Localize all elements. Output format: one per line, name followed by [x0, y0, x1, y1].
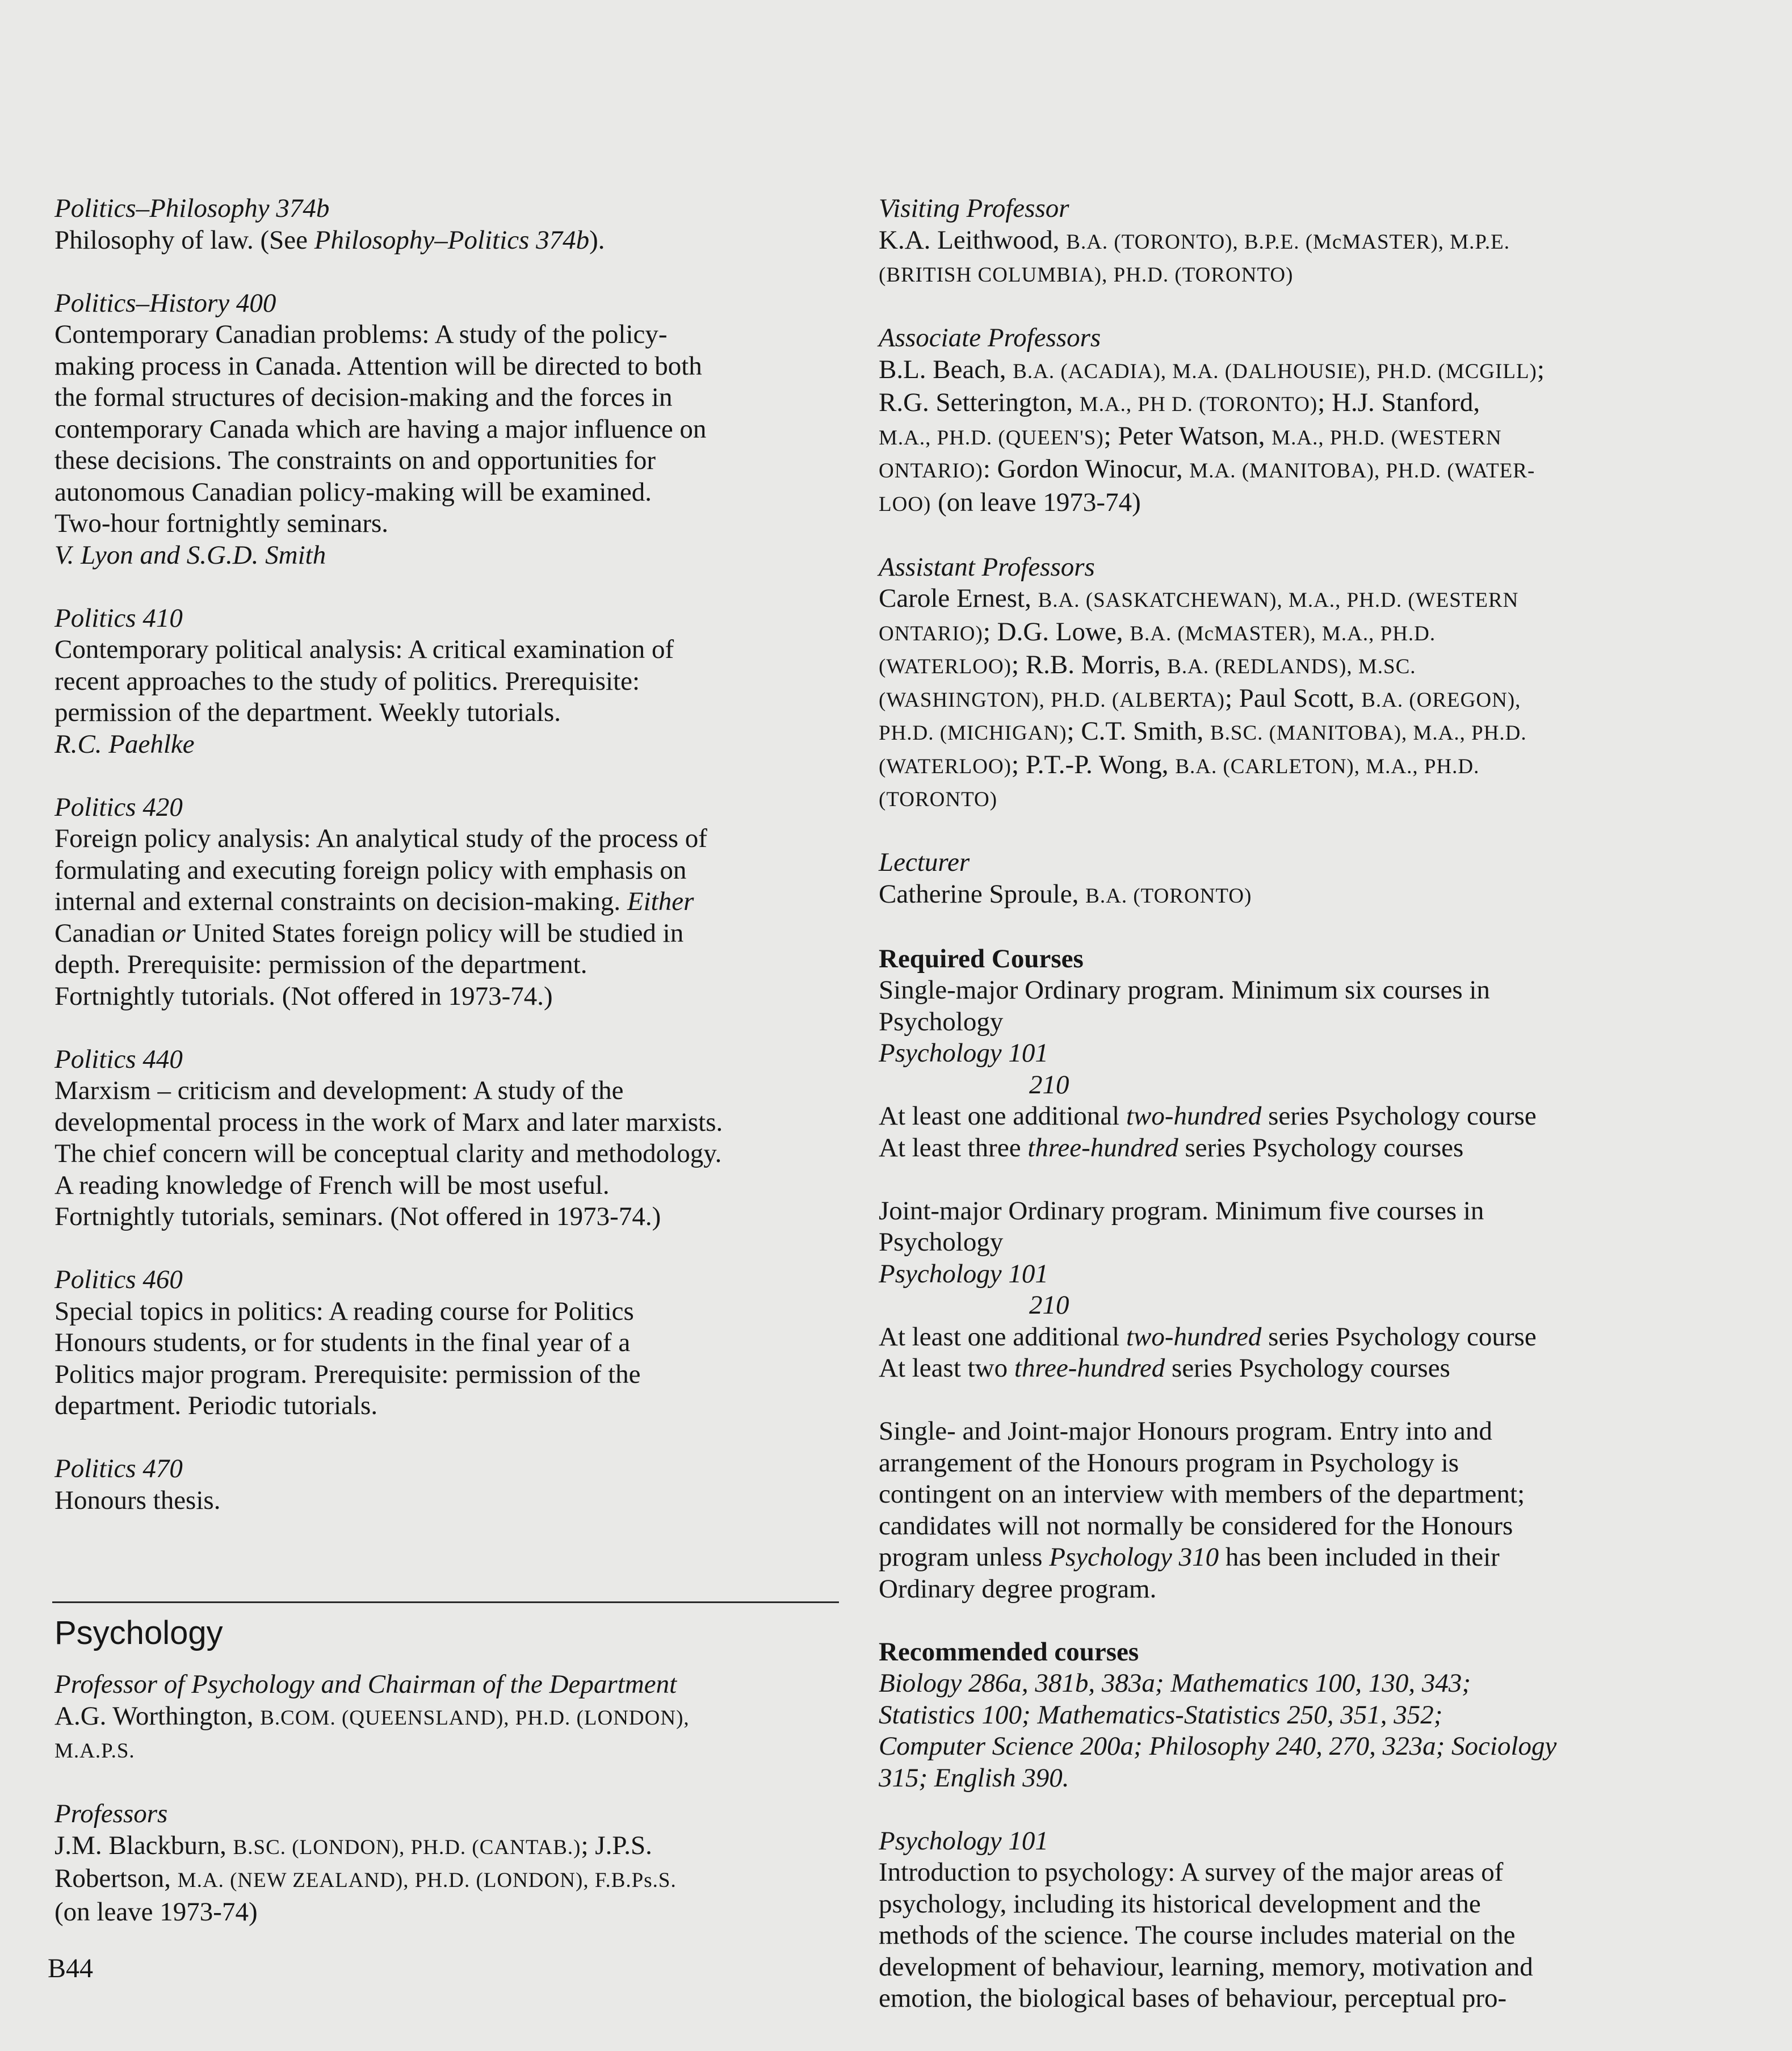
entry-heading: Assistant Professors [879, 552, 1095, 582]
text-run: Catherine Sproule, [879, 879, 1086, 909]
psychology-faculty [54, 1669, 849, 1960]
text-line [879, 1101, 1764, 1133]
text-line [879, 487, 1764, 521]
text-run: emotion, the biological bases of behaviour, perceptual pro- [879, 1983, 1507, 2013]
text-run: (WATERLOO) [879, 655, 1012, 678]
text-line [54, 1734, 849, 1767]
text-line [54, 855, 849, 887]
text-run: two-hundred [1126, 1322, 1262, 1352]
text-run: (on leave 1973-74) [54, 1897, 258, 1927]
course-entry [54, 1044, 849, 1233]
entry-heading: Required Courses [879, 943, 1084, 974]
text-run: series Psychology course [1261, 1322, 1537, 1352]
entry-heading: Visiting Professor [879, 194, 1069, 223]
text-run: psychology, including its historical development and the [879, 1889, 1481, 1919]
text-run: three-hundred [1014, 1353, 1165, 1383]
text-run: V. Lyon and S.G.D. Smith [54, 540, 326, 570]
text-line [54, 1359, 849, 1391]
text-line [879, 1196, 1764, 1227]
text-run: J.M. Blackburn, [54, 1830, 233, 1860]
text-line [54, 634, 849, 666]
text-run: ONTARIO) [879, 459, 983, 483]
text-line [54, 477, 849, 509]
text-run: permission of the department. Weekly tutorials. [54, 698, 561, 727]
entry-heading: Psychology 101 [879, 1826, 1048, 1856]
text-line [879, 1542, 1764, 1574]
text-line [54, 1863, 849, 1897]
text-line [879, 1290, 1764, 1322]
text-run: Joint-major Ordinary program. Minimum five courses in [879, 1196, 1484, 1226]
text-run: B.A. (SASKATCHEWAN), M.A., PH.D. (WESTERN [1038, 589, 1519, 612]
text-run: At least one additional [879, 1322, 1126, 1352]
text-line [54, 382, 849, 414]
text-run: Psychology 101 [879, 1259, 1048, 1289]
entry-heading: Politics–History 400 [54, 288, 276, 318]
text-line [54, 981, 849, 1013]
text-run: arrangement of the Honours program in Psychology is [879, 1448, 1459, 1478]
text-run: making process in Canada. Attention will be directed to both [54, 351, 702, 381]
text-run: B.A. (ACADIA), M.A. (DALHOUSIE), PH.D. (MCGILL) [1013, 359, 1537, 383]
text-run: Either [627, 887, 694, 916]
entry-heading: Professors [54, 1799, 168, 1828]
text-run: ). [589, 225, 605, 255]
text-run: program unless [879, 1542, 1050, 1572]
right-column [879, 193, 1764, 2046]
text-run: methods of the science. The course includes material on the [879, 1920, 1516, 1950]
text-run: Single-major Ordinary program. Minimum six courses in [879, 975, 1490, 1005]
text-line [879, 1763, 1764, 1794]
text-line [54, 508, 849, 540]
text-line [879, 616, 1764, 650]
text-run: Introduction to psychology: A survey of the major areas of [879, 1857, 1504, 1887]
text-line [54, 1390, 849, 1422]
text-run: Robertson, [54, 1864, 178, 1893]
text-line [54, 1897, 849, 1928]
text-line [879, 1889, 1764, 1920]
text-run: M.A., PH.D. (QUEEN'S) [879, 426, 1104, 450]
text-line [879, 1069, 1764, 1101]
text-run: formulating and executing foreign policy with emphasis on [54, 855, 687, 885]
text-line [54, 1075, 849, 1107]
text-run: PH.D. (MICHIGAN) [879, 722, 1067, 745]
text-run: Psychology 101 [879, 1038, 1048, 1068]
entry-heading: Politics–Philosophy 374b [54, 194, 330, 223]
text-run: : Gordon Winocur, [983, 454, 1190, 484]
text-run: (WASHINGTON), PH.D. (ALBERTA) [879, 688, 1225, 712]
entry-heading: Associate Professors [879, 323, 1101, 353]
text-run: Special topics in politics: A reading course for Politics [54, 1296, 634, 1326]
text-line [54, 1830, 849, 1864]
text-run: 210 [1029, 1290, 1069, 1320]
text-run: M.A.P.S. [54, 1739, 135, 1763]
text-line [54, 319, 849, 351]
text-line [54, 225, 849, 257]
text-run: Ordinary degree program. [879, 1574, 1157, 1604]
text-run: ; D.G. Lowe, [983, 616, 1130, 647]
text-run: ; C.T. Smith, [1067, 716, 1210, 746]
text-run: Contemporary political analysis: A critical examination of [54, 635, 674, 664]
text-line [54, 1170, 849, 1202]
text-run: Philosophy–Politics 374b [314, 225, 590, 255]
text-run: A.G. Worthington, [54, 1701, 261, 1731]
course-entry [54, 1669, 849, 1767]
course-entry [54, 193, 849, 256]
text-run: series Psychology course [1261, 1101, 1537, 1131]
text-line [879, 1006, 1764, 1038]
text-run: B.L. Beach, [879, 354, 1013, 384]
text-run: ; Paul Scott, [1224, 683, 1362, 713]
text-run: Foreign policy analysis: An analytical study of the process of [54, 824, 707, 853]
text-run: (WATERLOO) [879, 754, 1012, 778]
text-line [54, 918, 849, 950]
text-run: 315; English 390. [879, 1763, 1069, 1793]
text-line [879, 1416, 1764, 1448]
text-run: ; R.B. Morris, [1012, 650, 1168, 680]
text-run: ONTARIO) [879, 622, 983, 645]
text-run: At least three [879, 1133, 1028, 1163]
text-run: two-hundred [1126, 1101, 1262, 1131]
text-run: B.SC. (LONDON), PH.D. (CANTAB.) [233, 1835, 581, 1859]
text-line [879, 1857, 1764, 1889]
text-run: Psychology [879, 1006, 1004, 1037]
course-entry [879, 1637, 1764, 1794]
text-run: autonomous Canadian policy-making will be examined. [54, 477, 652, 507]
text-run: has been included in their [1219, 1542, 1500, 1572]
text-line [879, 1511, 1764, 1542]
entry-heading: Professor of Psychology and Chairman of the Department [54, 1670, 677, 1699]
text-line [54, 823, 849, 855]
course-entry [879, 193, 1764, 291]
text-run: B.A. (TORONTO) [1085, 884, 1252, 908]
entry-heading: Lecturer [879, 848, 970, 877]
text-line [879, 683, 1764, 716]
text-run: depth. Prerequisite: permission of the department. [54, 950, 587, 979]
text-run: B.COM. (QUEENSLAND), PH.D. (LONDON), [260, 1706, 690, 1730]
text-run: M.A. (NEW ZEALAND), PH.D. (LONDON), F.B.Ps.S. [177, 1869, 677, 1892]
text-run: The chief concern will be conceptual clarity and methodology. [54, 1139, 722, 1168]
text-line [879, 421, 1764, 454]
text-line [54, 949, 849, 981]
text-line [879, 1227, 1764, 1259]
text-line [879, 1700, 1764, 1731]
text-line [54, 445, 849, 477]
text-run: developmental process in the work of Marx and later marxists. [54, 1107, 723, 1137]
text-run: department. Periodic tutorials. [54, 1391, 378, 1420]
text-line [879, 1448, 1764, 1479]
page-number: B44 [48, 1953, 94, 1983]
text-run: Computer Science 200a; Philosophy 240, 270, 323a; Sociology [879, 1731, 1557, 1761]
text-line [879, 1133, 1764, 1164]
text-line [879, 1259, 1764, 1290]
text-run: Biology 286a, 381b, 383a; Mathematics 100, 130, 343; [879, 1668, 1471, 1698]
text-line [54, 666, 849, 698]
text-run: M.A. (MANITOBA), PH.D. (WATER- [1189, 459, 1535, 483]
text-run: Contemporary Canadian problems: A study of the policy- [54, 320, 668, 349]
course-entry [879, 1416, 1764, 1605]
text-run: or [162, 918, 186, 948]
text-run: contemporary Canada which are having a major influence on [54, 414, 707, 444]
text-run: Psychology 310 [1049, 1542, 1219, 1572]
text-run: internal and external constraints on decision-making. [54, 887, 627, 916]
course-entry [54, 603, 849, 761]
text-run: Fortnightly tutorials. (Not offered in 1973-74.) [54, 981, 553, 1011]
text-run: Two-hour fortnightly seminars. [54, 509, 389, 538]
left-column [54, 193, 849, 1548]
text-line [879, 1038, 1764, 1069]
text-run: Politics major program. Prerequisite: permission of the [54, 1359, 641, 1389]
text-run: A reading knowledge of French will be most useful. [54, 1170, 610, 1200]
entry-heading: Recommended courses [879, 1637, 1139, 1667]
text-run: Canadian [54, 918, 162, 948]
course-entry [879, 552, 1764, 816]
course-entry [54, 792, 849, 1013]
text-line [879, 1353, 1764, 1385]
text-line [879, 225, 1764, 258]
text-run: Statistics 100; Mathematics-Statistics 250, 351, 352; [879, 1700, 1443, 1730]
section-divider [52, 1601, 839, 1603]
text-run: United States foreign policy will be studied in [186, 918, 684, 948]
text-line [879, 716, 1764, 749]
text-line [879, 1952, 1764, 1983]
text-run: At least two [879, 1353, 1014, 1383]
text-line [879, 1322, 1764, 1353]
course-entry [54, 1264, 849, 1422]
text-line [54, 729, 849, 761]
text-line [879, 1574, 1764, 1605]
text-run: Honours students, or for students in the final year of a [54, 1328, 631, 1357]
text-run: (TORONTO) [879, 788, 998, 811]
text-run: B.SC. (MANITOBA), M.A., PH.D. [1210, 722, 1527, 745]
text-run: B.A. (CARLETON), M.A., PH.D. [1175, 754, 1480, 778]
text-run: series Psychology courses [1178, 1133, 1464, 1163]
text-line [54, 540, 849, 572]
text-line [54, 886, 849, 918]
text-run: three-hundred [1027, 1133, 1178, 1163]
text-run: (BRITISH COLUMBIA), PH.D. (TORONTO) [879, 263, 1294, 287]
text-line [54, 351, 849, 383]
text-line [54, 1327, 849, 1359]
text-run: Fortnightly tutorials, seminars. (Not offered in 1973-74.) [54, 1202, 661, 1231]
text-line [54, 697, 849, 729]
text-line [879, 879, 1764, 912]
text-run: M.A., PH D. (TORONTO) [1079, 393, 1318, 416]
entry-heading: Politics 410 [54, 603, 183, 633]
text-run: R.C. Paehlke [54, 729, 195, 759]
entry-heading: Politics 460 [54, 1265, 183, 1294]
course-entry [879, 943, 1764, 1164]
text-line [879, 1731, 1764, 1763]
text-run: ; H.J. Stanford, [1317, 388, 1480, 417]
text-run: Marxism – criticism and development: A study of the [54, 1076, 624, 1105]
course-entry [879, 1826, 1764, 2015]
text-line [54, 1485, 849, 1517]
text-run: 210 [1029, 1069, 1069, 1100]
text-run: At least one additional [879, 1101, 1126, 1131]
text-line [879, 258, 1764, 291]
text-run: B.A. (McMASTER), M.A., PH.D. [1130, 622, 1436, 645]
text-line [54, 1296, 849, 1328]
text-run: R.G. Setterington, [879, 388, 1080, 417]
course-entry [879, 322, 1764, 520]
text-line [879, 454, 1764, 487]
text-run: M.A., PH.D. (WESTERN [1271, 426, 1502, 450]
text-line [879, 1920, 1764, 1952]
text-run: B.A. (OREGON), [1361, 688, 1521, 712]
text-run: Philosophy of law. (See [54, 225, 314, 255]
text-run: ; [1537, 354, 1545, 384]
text-line [54, 1107, 849, 1139]
text-line [54, 414, 849, 446]
text-run: ; P.T.-P. Wong, [1012, 749, 1176, 779]
text-line [879, 1668, 1764, 1700]
text-run: B.A. (REDLANDS), M.SC. [1167, 655, 1416, 678]
text-line [879, 1479, 1764, 1511]
course-entry [54, 1453, 849, 1516]
text-line [879, 354, 1764, 388]
text-run: series Psychology courses [1165, 1353, 1450, 1383]
text-line [879, 649, 1764, 683]
course-entry [54, 288, 849, 572]
text-line [54, 1701, 849, 1734]
text-run: contingent on an interview with members of the department; [879, 1479, 1525, 1509]
text-line [879, 749, 1764, 783]
text-run: candidates will not normally be considered for the Honours [879, 1511, 1513, 1541]
text-run: ; J.P.S. [581, 1830, 652, 1860]
text-run: recent approaches to the study of politics. Prerequisite: [54, 666, 640, 696]
text-line [879, 975, 1764, 1006]
text-line [879, 1983, 1764, 2015]
course-entry [879, 1196, 1764, 1385]
text-line [54, 1201, 849, 1233]
text-run: (on leave 1973-74) [931, 487, 1141, 517]
text-run: B.A. (TORONTO), B.P.E. (McMASTER), M.P.E. [1066, 230, 1510, 254]
entry-heading: Politics 440 [54, 1044, 183, 1074]
entry-heading: Politics 420 [54, 792, 183, 822]
text-run: Psychology [879, 1227, 1004, 1257]
text-run: LOO) [879, 492, 931, 516]
text-run: the formal structures of decision-making and the forces in [54, 383, 673, 412]
text-line [879, 387, 1764, 421]
section-title: Psychology [54, 1614, 223, 1651]
text-run: these decisions. The constraints on and opportunities for [54, 446, 656, 475]
course-entry [54, 1798, 849, 1928]
course-entry [879, 847, 1764, 912]
text-line [54, 1138, 849, 1170]
text-run: ; Peter Watson, [1103, 421, 1272, 451]
entry-heading: Politics 470 [54, 1454, 183, 1483]
text-run: K.A. Leithwood, [879, 225, 1067, 255]
text-run: Single- and Joint-major Honours program. Entry into and [879, 1416, 1492, 1446]
text-line [879, 583, 1764, 616]
text-run: Honours thesis. [54, 1485, 221, 1515]
text-line [879, 782, 1764, 816]
text-run: development of behaviour, learning, memory, motivation and [879, 1952, 1533, 1982]
text-run: Carole Ernest, [879, 584, 1038, 613]
